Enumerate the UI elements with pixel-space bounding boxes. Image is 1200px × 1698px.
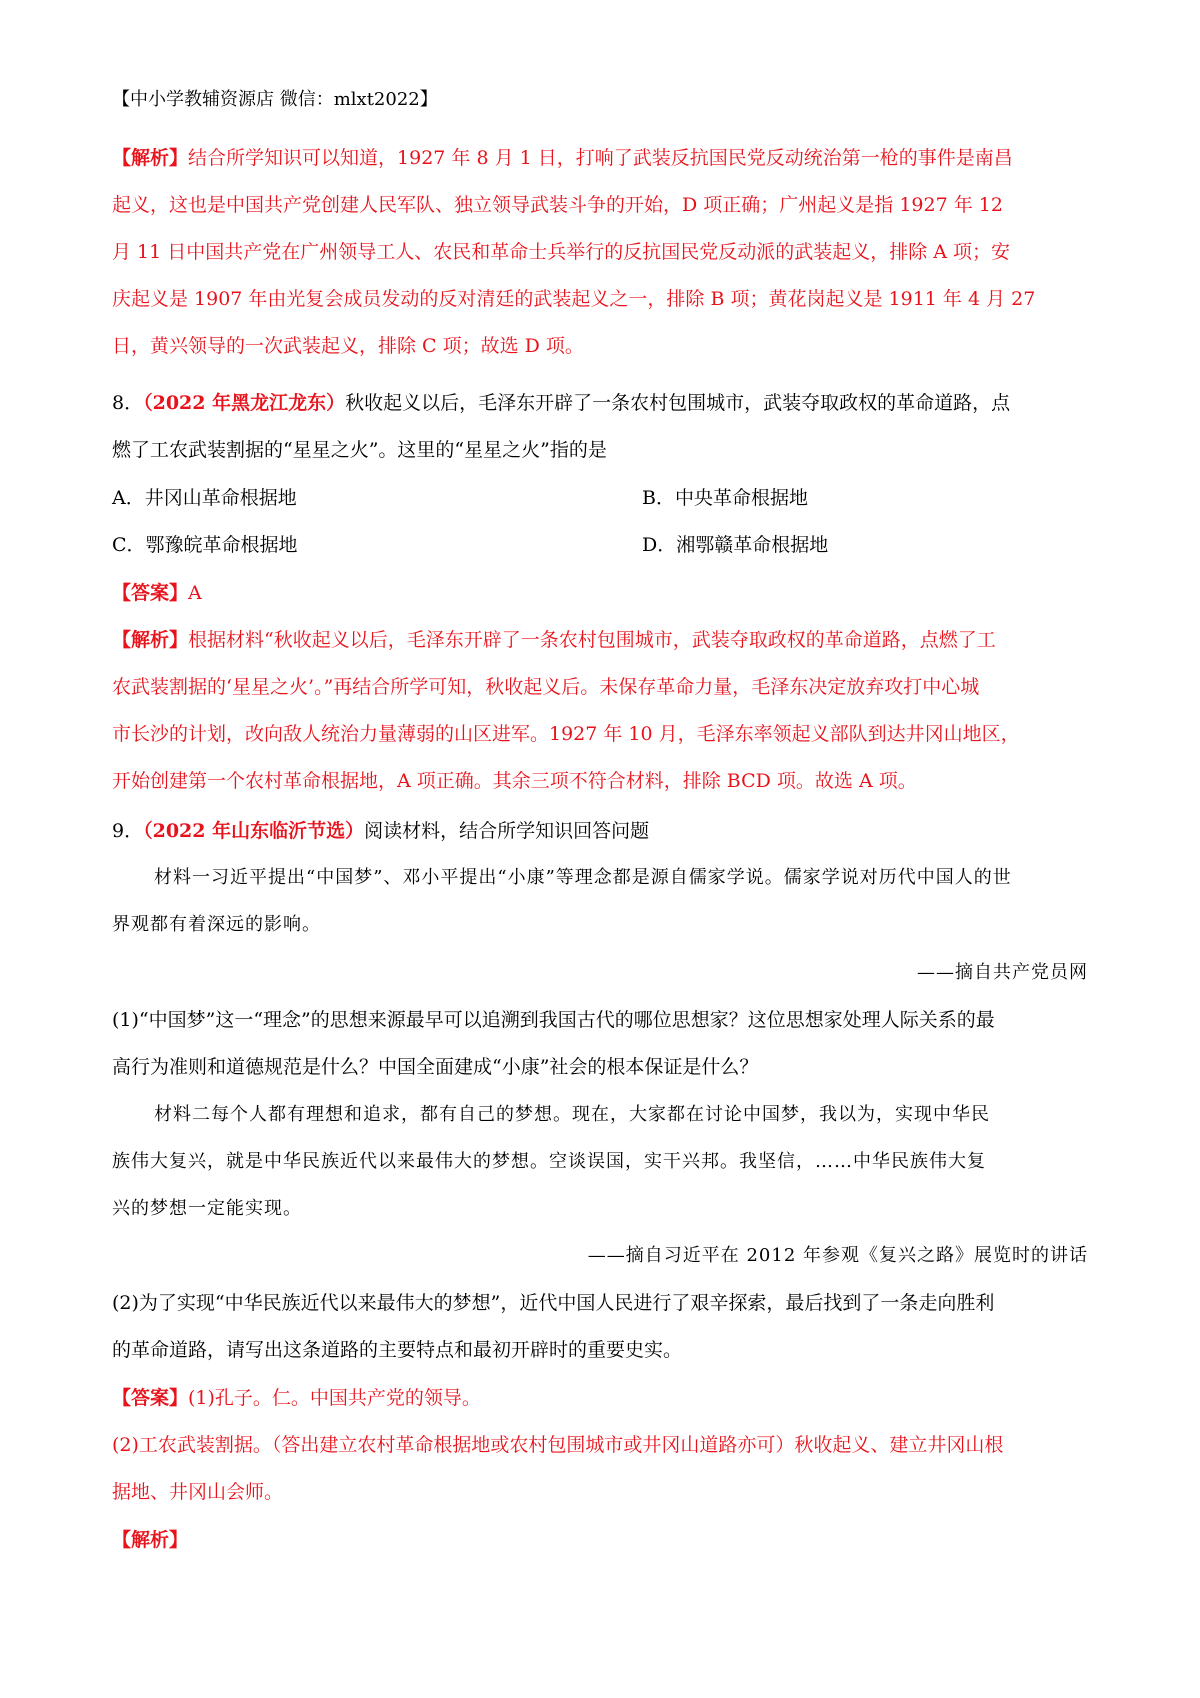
q8-analysis-label: 【解析】: [112, 629, 189, 651]
q9-answer-line-1: 【答案】(1)孔子。仁。中国共产党的领导。: [112, 1387, 481, 1409]
q8-answer-value: A: [188, 582, 202, 604]
q7-analysis-line-2: 起义，这也是中国共产党创建人民军队、独立领导武装斗争的开始，D 项正确；广州起义是指 1927 年 12: [112, 194, 1003, 216]
q9-material2-line-3: 兴的梦想一定能实现。: [112, 1198, 302, 1219]
q9-question2-line-2: 的革命道路，请写出这条道路的主要特点和最初开辟时的重要史实。: [112, 1339, 683, 1361]
q8-option-c: C．鄂豫皖革命根据地: [112, 534, 298, 556]
q9-stem: 9．（2022 年山东临沂节选）阅读材料，结合所学知识回答问题: [112, 820, 650, 842]
q8-analysis-line-1: 【解析】根据材料“秋收起义以后，毛泽东开辟了一条农村包围城市，武装夺取政权的革命道路，点燃了工: [112, 629, 996, 651]
q7-analysis-line-3: 月 11 日中国共产党在广州领导工人、农民和革命士兵举行的反抗国民党反动派的武装起义，排除 A 项；安: [112, 241, 1011, 263]
q8-answer-label: 【答案】: [112, 582, 189, 604]
header-watermark: 【中小学教辅资源店 微信：mlxt2022】: [112, 89, 438, 110]
q9-material2-line-1: 材料二每个人都有理想和追求，都有自己的梦想。现在，大家都在讨论中国梦，我以为，实现中华民: [154, 1104, 990, 1125]
q8-options-row-1: [112, 482, 1088, 514]
q8-option-d: D．湘鄂赣革命根据地: [642, 534, 829, 556]
q8-stem-line-1: 8．（2022 年黑龙江龙东）秋收起义以后，毛泽东开辟了一条农村包围城市，武装夺取政权的革命道路，点: [112, 392, 1011, 414]
q9-answer-line-3: 据地、井冈山会师。: [112, 1481, 284, 1503]
q8-analysis-line-3: 市长沙的计划，改向敌人统治力量薄弱的山区进军。1927 年 10 月，毛泽东率领起义部队到达井冈山地区，: [112, 723, 1020, 745]
q9-number: 9．: [112, 820, 144, 842]
q7-analysis-label: 【解析】: [112, 147, 189, 169]
q8-source: （2022 年黑龙江龙东）: [143, 392, 346, 414]
q8-number: 8．: [112, 392, 144, 414]
q7-analysis-line-4: 庆起义是 1907 年由光复会成员发动的反对清廷的武装起义之一，排除 B 项；黄花岗起义是 1911 年 4 月 27: [112, 288, 1036, 310]
q8-analysis-line-2: 农武装割据的‘星星之火’。”再结合所学可知，秋收起义后。未保存革命力量，毛泽东决定放弃攻打中心城: [112, 676, 980, 698]
q7-analysis-line-5: 日，黄兴领导的一次武装起义，排除 C 项；故选 D 项。: [112, 335, 584, 357]
q9-material1-source: ——摘自共产党员网: [917, 962, 1088, 983]
q9-material1-line-1: 材料一习近平提出“中国梦”、邓小平提出“小康”等理念都是源自儒家学说。儒家学说对历代中国人的世: [154, 867, 1012, 888]
q9-material2-line-2: 族伟大复兴，就是中华民族近代以来最伟大的梦想。空谈误国，实干兴邦。我坚信，……中华民族伟大复: [112, 1151, 986, 1172]
q9-material2-source: ——摘自习近平在 2012 年参观《复兴之路》展览时的讲话: [587, 1245, 1088, 1266]
q9-answer-line-2: (2)工农武装割据。（答出建立农村革命根据地或农村包围城市或井冈山道路亦可）秋收起义、建立井冈山根: [112, 1434, 1004, 1456]
q9-material1-line-2: 界观都有着深远的影响。: [112, 914, 321, 935]
q8-stem-line-2: 燃了工农武装割据的“星星之火”。这里的“星星之火”指的是: [112, 439, 607, 461]
q9-question1-line-1: (1)“中国梦”这一“理念”的思想来源最早可以追溯到我国古代的哪位思想家？这位思想家处理人际关系的最: [112, 1009, 995, 1031]
q8-option-a: A．井冈山革命根据地: [112, 487, 297, 509]
q8-options-row-2: [112, 529, 1088, 561]
q9-analysis-label: 【解析】: [112, 1529, 189, 1551]
q8-answer: [112, 577, 202, 609]
q8-analysis-line-4: 开始创建第一个农村革命根据地，A 项正确。其余三项不符合材料，排除 BCD 项。故选 A 项。: [112, 770, 917, 792]
q9-question1-line-2: 高行为准则和道德规范是什么？中国全面建成“小康”社会的根本保证是什么？: [112, 1056, 759, 1078]
q8-option-b: B．中央革命根据地: [642, 487, 808, 509]
q9-answer-label: 【答案】: [112, 1387, 189, 1409]
q9-question2-line-1: (2)为了实现“中华民族近代以来最伟大的梦想”，近代中国人民进行了艰辛探索，最后找到了一条走向胜利: [112, 1292, 995, 1314]
q9-source: （2022 年山东临沂节选）: [143, 820, 365, 842]
q9-analysis: [112, 1524, 188, 1556]
q7-analysis-line-1: 【解析】结合所学知识可以知道，1927 年 8 月 1 日，打响了武装反抗国民党反动统治第一枪的事件是南昌: [112, 147, 1013, 169]
